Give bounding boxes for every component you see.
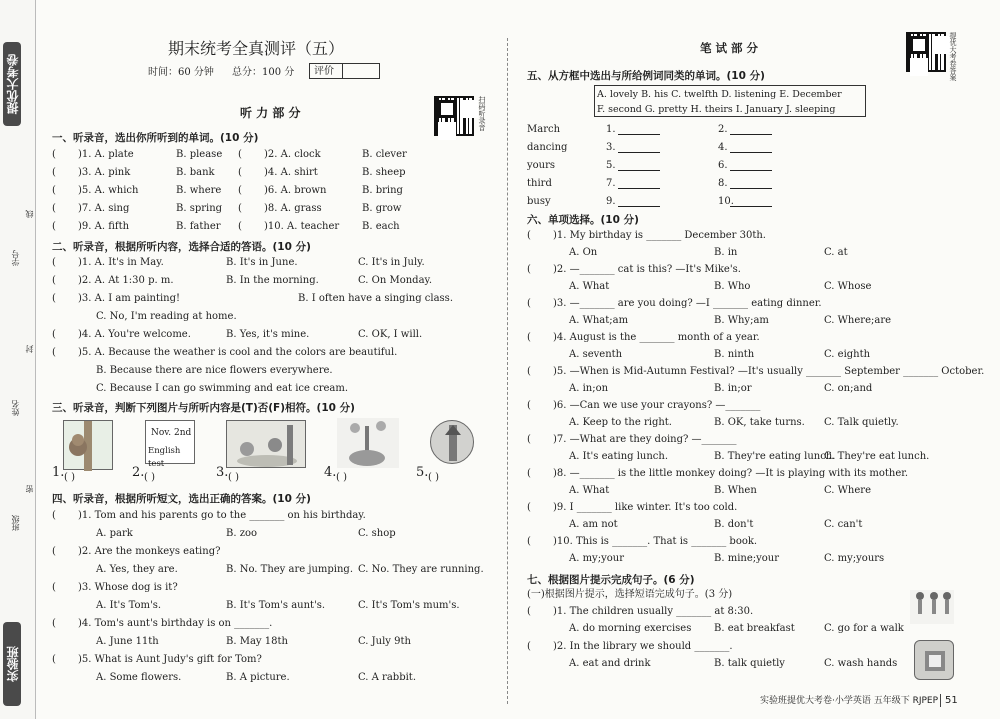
student-id-field: 学号	[11, 250, 20, 266]
question-2-5-option-b: B. Because there are nice flowers everywhere.	[96, 365, 333, 376]
question-6-9: )9. I _______ like winter. It's too cold.	[553, 502, 738, 513]
example-word-4: third	[527, 178, 552, 189]
example-word-2: dancing	[527, 142, 568, 153]
answer-blank-1-1[interactable]: (	[52, 149, 56, 160]
page-number: 51	[940, 694, 958, 707]
question-6-5-option-c: C. on;and	[824, 383, 873, 394]
page-title: 期末统考全真测评（五）	[168, 39, 345, 58]
example-word-3: yours	[527, 160, 556, 171]
section-7-title: 七、根据图片提示完成句子。(6 分)	[527, 574, 695, 586]
question-2-2-option-b: B. In the morning.	[226, 275, 319, 286]
question-4-5-option-a: A. Some flowers.	[96, 672, 182, 683]
question-6-2-option-c: C. Whose	[824, 281, 872, 292]
question-6-10-option-a: A. my;your	[569, 553, 624, 564]
question-1-7-option-b: B. spring	[176, 203, 223, 214]
question-6-5: )5. —When is Mid-Autumn Festival? —It's usually _______ September _______ October.	[553, 366, 985, 377]
question-2-2-option-a: )2. A. At 1:30 p. m.	[78, 275, 174, 286]
question-6-3-option-b: B. Why;am	[714, 315, 769, 326]
answer-blank-1-9[interactable]: (	[52, 221, 56, 232]
question-6-8-option-a: A. What	[569, 485, 610, 496]
question-6-9-option-c: C. can't	[824, 519, 863, 530]
picture-number-2: 2.	[132, 465, 145, 480]
calendar-card-picture: Nov. 2nd English test	[145, 420, 195, 464]
question-7-1: )1. The children usually _______ at 8:30.	[553, 606, 754, 617]
blank-number-8: 8.	[718, 178, 728, 189]
picnic-picture	[226, 420, 306, 468]
example-word-1: March	[527, 124, 561, 135]
section-5-title: 五、从方框中选出与所给例词同类的单词。(10 分)	[527, 70, 765, 82]
picture-number-3: 3.	[216, 465, 229, 480]
answer-blank-7-2[interactable]: (	[527, 641, 531, 652]
leaves-basket-picture	[337, 418, 399, 468]
question-2-1-option-a: )1. A. It's in May.	[78, 257, 164, 268]
question-4-2-option-b: B. No. They are jumping.	[226, 564, 353, 575]
question-6-9-option-a: A. am not	[569, 519, 618, 530]
question-2-1-option-b: B. It's in June.	[226, 257, 298, 268]
question-4-5: )5. What is Aunt Judy's gift for Tom?	[78, 654, 262, 665]
answer-blank-2-2[interactable]: (	[52, 275, 56, 286]
answer-blank-6-10[interactable]: (	[527, 536, 531, 547]
question-1-9-option-b: B. father	[176, 221, 221, 232]
one-way-sign-picture	[430, 420, 474, 464]
question-1-1: )1. A. plate	[78, 149, 134, 160]
question-4-2-option-a: A. Yes, they are.	[96, 564, 178, 575]
question-6-4-option-a: A. seventh	[569, 349, 623, 360]
question-1-2: )2. A. clock	[264, 149, 321, 160]
answer-line-5-10[interactable]	[730, 206, 772, 207]
qr-label: 扫码听录音	[478, 96, 486, 131]
answer-blank-2-4[interactable]: (	[52, 329, 56, 340]
answer-blank-6-7[interactable]: (	[527, 434, 531, 445]
question-6-1: )1. My birthday is _______ December 30th.	[553, 230, 766, 241]
written-section-header: 笔 试 部 分	[700, 41, 759, 55]
question-4-1-option-a: A. park	[96, 528, 133, 539]
blank-number-5: 5.	[606, 160, 616, 171]
answer-line-5-2[interactable]	[730, 134, 772, 135]
answer-qr-label: 提优大考卷答案	[949, 32, 957, 81]
answer-blank-1-6[interactable]: (	[238, 185, 242, 196]
question-4-5-option-c: C. A rabbit.	[358, 672, 416, 683]
qr-code-icon[interactable]	[434, 96, 474, 136]
question-1-6-option-b: B. bring	[362, 185, 403, 196]
question-1-10: )10. A. teacher	[264, 221, 340, 232]
question-6-4-option-b: B. ninth	[714, 349, 755, 360]
answer-blank-1-8[interactable]: (	[238, 203, 242, 214]
question-4-1-option-b: B. zoo	[226, 528, 258, 539]
question-7-1-option-a: A. do morning exercises	[569, 623, 692, 634]
word-box: A. lovely B. his C. twelfth D. listening E. December F. second G. pretty H. theirs I. January J. sleeping	[594, 85, 866, 117]
question-1-3-option-b: B. bank	[176, 167, 215, 178]
question-6-7-option-c: C. They're eat lunch.	[824, 451, 930, 462]
answer-blank-4-5[interactable]: (	[52, 654, 56, 665]
answer-blank-3-4[interactable]: ( )	[336, 472, 347, 483]
question-1-1-option-b: B. please	[176, 149, 223, 160]
answer-blank-1-4[interactable]: (	[238, 167, 242, 178]
answer-blank-3-2[interactable]: ( )	[144, 472, 155, 483]
question-2-3-option-a: )3. A. I am painting!	[78, 293, 181, 304]
question-2-4-option-c: C. OK, I will.	[358, 329, 423, 340]
question-4-4-option-c: C. July 9th	[358, 636, 411, 647]
answer-blank-6-4[interactable]: (	[527, 332, 531, 343]
question-6-4: )4. August is the _______ month of a year.	[553, 332, 760, 343]
blank-number-4: 4.	[718, 142, 728, 153]
question-6-10: )10. This is _______. That is _______ book.	[553, 536, 758, 547]
question-7-2: )2. In the library we should _______.	[553, 641, 733, 652]
question-7-1-option-b: B. eat breakfast	[714, 623, 795, 634]
question-1-2-option-b: B. clever	[362, 149, 407, 160]
answer-blank-4-2[interactable]: (	[52, 546, 56, 557]
question-1-8-option-b: B. grow	[362, 203, 402, 214]
question-2-3-option-c: C. No, I'm reading at home.	[96, 311, 237, 322]
footer-text: 实验班提优大考卷·小学英语 五年级下 RJPEP	[760, 696, 939, 706]
question-4-1: )1. Tom and his parents go to the _______ on his birthday.	[78, 510, 366, 521]
answer-blank-1-2[interactable]: (	[238, 149, 242, 160]
picture-number-5: 5.	[416, 465, 429, 480]
answer-blank-2-5[interactable]: (	[52, 347, 56, 358]
answer-blank-1-7[interactable]: (	[52, 203, 56, 214]
question-6-7-option-a: A. It's eating lunch.	[569, 451, 669, 462]
kids-exercise-picture	[910, 590, 954, 624]
cut-mark-seal: 封	[25, 345, 34, 353]
blank-number-1: 1.	[606, 124, 616, 135]
question-4-4-option-a: A. June 11th	[96, 636, 159, 647]
evaluation-box: 评价	[309, 63, 380, 79]
question-7-2-option-b: B. talk quietly	[714, 658, 785, 669]
question-6-2: )2. —_______ cat is this? —It's Mike's.	[553, 264, 741, 275]
cut-mark-line: 线	[25, 210, 34, 218]
question-4-1-option-c: C. shop	[358, 528, 396, 539]
cut-mark-secret: 密	[25, 485, 34, 493]
answer-blank-6-1[interactable]: (	[527, 230, 531, 241]
question-6-8-option-b: B. When	[714, 485, 757, 496]
question-2-5-option-a: )5. A. Because the weather is cool and the colors are beautiful.	[78, 347, 398, 358]
question-1-8: )8. A. grass	[264, 203, 322, 214]
answer-line-5-6[interactable]	[730, 170, 772, 171]
question-6-6-option-a: A. Keep to the right.	[569, 417, 672, 428]
section-4-title: 四、听录音，根据所听短文，选出正确的答案。(10 分)	[52, 493, 311, 505]
section-3-title: 三、听录音，判断下列图片与所听内容是(T)否(F)相符。(10 分)	[52, 402, 355, 414]
question-6-5-option-b: B. in;or	[714, 383, 752, 394]
question-4-2: )2. Are the monkeys eating?	[78, 546, 221, 557]
answer-blank-3-1[interactable]: ( )	[64, 472, 75, 483]
question-1-4-option-b: B. sheep	[362, 167, 406, 178]
answer-blank-3-5[interactable]: ( )	[428, 472, 439, 483]
question-2-3-option-b: B. I often have a singing class.	[298, 293, 453, 304]
section-6-title: 六、单项选择。(10 分)	[527, 214, 639, 226]
section-1-title: 一、听录音，选出你所听到的单词。(10 分)	[52, 132, 259, 144]
question-2-4-option-a: )4. A. You're welcome.	[78, 329, 191, 340]
library-sign-picture	[914, 640, 954, 680]
brand-tab-top: 提优大考卷	[3, 42, 21, 126]
question-2-1-option-c: C. It's in July.	[358, 257, 425, 268]
question-6-7-option-b: B. They're eating lunch.	[714, 451, 836, 462]
answer-blank-6-5[interactable]: (	[527, 366, 531, 377]
answer-blank-2-3[interactable]: (	[52, 293, 56, 304]
blank-number-10: 10.	[718, 196, 734, 207]
question-6-1-option-b: B. in	[714, 247, 738, 258]
question-4-4-option-b: B. May 18th	[226, 636, 288, 647]
question-6-10-option-b: B. mine;your	[714, 553, 780, 564]
answer-line-5-4[interactable]	[730, 152, 772, 153]
blank-number-7: 7.	[606, 178, 616, 189]
question-1-6: )6. A. brown	[264, 185, 327, 196]
binding-strip	[0, 0, 36, 719]
question-6-6: )6. —Can we use your crayons? —_______	[553, 400, 761, 411]
section-7-subtitle: (一)根据图片提示，选择短语完成句子。(3 分)	[527, 589, 733, 600]
question-6-3-option-c: C. Where;are	[824, 315, 892, 326]
answer-blank-6-2[interactable]: (	[527, 264, 531, 275]
score-label: 总分：100 分	[232, 67, 295, 78]
question-6-3-option-a: A. What;am	[569, 315, 629, 326]
question-6-9-option-b: B. don't	[714, 519, 754, 530]
class-field: 班级	[11, 515, 20, 531]
answer-blank-7-1[interactable]: (	[527, 606, 531, 617]
answer-qr-code-icon[interactable]	[906, 32, 946, 72]
question-1-5-option-b: B. where	[176, 185, 222, 196]
answer-line-5-5[interactable]	[618, 170, 660, 171]
question-6-2-option-a: A. What	[569, 281, 610, 292]
question-4-3-option-c: C. It's Tom's mum's.	[358, 600, 460, 611]
question-1-5: )5. A. which	[78, 185, 139, 196]
answer-blank-1-5[interactable]: (	[52, 185, 56, 196]
question-7-2-option-c: C. wash hands	[824, 658, 898, 669]
question-6-2-option-b: B. Who	[714, 281, 751, 292]
question-1-9: )9. A. fifth	[78, 221, 130, 232]
picture-number-1: 1.	[52, 465, 65, 480]
blank-number-2: 2.	[718, 124, 728, 135]
answer-blank-6-9[interactable]: (	[527, 502, 531, 513]
answer-blank-2-1[interactable]: (	[52, 257, 56, 268]
question-2-5-option-c: C. Because I can go swimming and eat ice cream.	[96, 383, 349, 394]
time-label: 时间：60 分钟	[148, 67, 214, 78]
question-2-2-option-c: C. On Monday.	[358, 275, 433, 286]
question-6-6-option-c: C. Talk quietly.	[824, 417, 899, 428]
listening-section-header: 听 力 部 分	[240, 106, 301, 120]
question-4-3-option-a: A. It's Tom's.	[96, 600, 162, 611]
answer-blank-4-1[interactable]: (	[52, 510, 56, 521]
question-4-2-option-c: C. No. They are running.	[358, 564, 484, 575]
question-6-8-option-c: C. Where	[824, 485, 871, 496]
question-1-10-option-b: B. each	[362, 221, 400, 232]
question-4-5-option-b: B. A picture.	[226, 672, 290, 683]
name-field: 姓名	[11, 400, 20, 416]
brand-tab-bottom: 实验班	[3, 622, 21, 706]
answer-line-5-9[interactable]	[618, 206, 660, 207]
question-4-4: )4. Tom's aunt's birthday is on _______.	[78, 618, 273, 629]
answer-blank-4-3[interactable]: (	[52, 582, 56, 593]
page-divider	[507, 38, 508, 704]
monkey-tree-picture	[63, 420, 113, 470]
question-6-7: )7. —What are they doing? —_______	[553, 434, 737, 445]
answer-blank-1-3[interactable]: (	[52, 167, 56, 178]
question-6-6-option-b: B. OK, take turns.	[714, 417, 805, 428]
question-6-3: )3. —_______ are you doing? —I _______ eating dinner.	[553, 298, 822, 309]
question-2-4-option-b: B. Yes, it's mine.	[226, 329, 310, 340]
answer-blank-6-6[interactable]: (	[527, 400, 531, 411]
question-7-1-option-c: C. go for a walk	[824, 623, 904, 634]
section-2-title: 二、听录音，根据所听内容，选择合适的答语。(10 分)	[52, 241, 311, 253]
picture-number-4: 4.	[324, 465, 337, 480]
answer-line-5-8[interactable]	[730, 188, 772, 189]
question-6-4-option-c: C. eighth	[824, 349, 871, 360]
answer-blank-6-3[interactable]: (	[527, 298, 531, 309]
question-6-8: )8. —_______ is the little monkey doing? —It is playing with its mother.	[553, 468, 909, 479]
question-6-5-option-a: A. in;on	[569, 383, 609, 394]
blank-number-6: 6.	[718, 160, 728, 171]
blank-number-3: 3.	[606, 142, 616, 153]
answer-blank-1-10[interactable]: (	[238, 221, 242, 232]
question-6-1-option-a: A. On	[569, 247, 598, 258]
question-6-10-option-c: C. my;yours	[824, 553, 885, 564]
answer-line-5-3[interactable]	[618, 152, 660, 153]
question-6-1-option-c: C. at	[824, 247, 848, 258]
answer-line-5-1[interactable]	[618, 134, 660, 135]
question-4-3-option-b: B. It's Tom's aunt's.	[226, 600, 326, 611]
answer-blank-6-8[interactable]: (	[527, 468, 531, 479]
answer-blank-3-3[interactable]: ( )	[228, 472, 239, 483]
answer-blank-4-4[interactable]: (	[52, 618, 56, 629]
question-7-2-option-a: A. eat and drink	[569, 658, 651, 669]
blank-number-9: 9.	[606, 196, 616, 207]
answer-line-5-7[interactable]	[618, 188, 660, 189]
question-1-7: )7. A. sing	[78, 203, 130, 214]
question-1-3: )3. A. pink	[78, 167, 131, 178]
question-1-4: )4. A. shirt	[264, 167, 318, 178]
question-4-3: )3. Whose dog is it?	[78, 582, 178, 593]
example-word-5: busy	[527, 196, 551, 207]
